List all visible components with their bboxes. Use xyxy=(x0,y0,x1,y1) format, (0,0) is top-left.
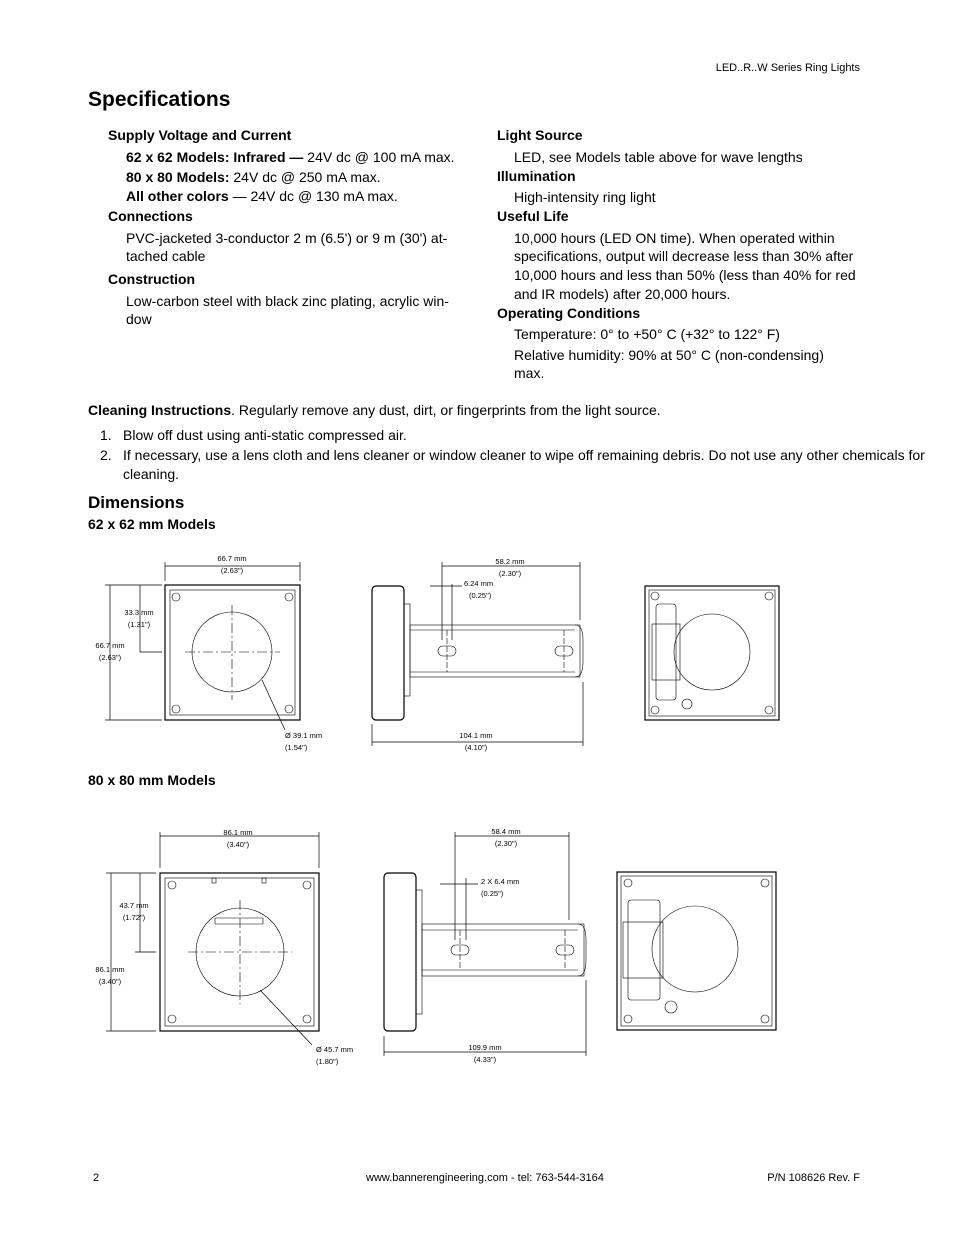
dim-62-slot-in: (0.25") xyxy=(469,591,492,600)
construction-text-1: Low-carbon steel with black zinc plating, acrylic win- xyxy=(126,293,449,309)
illumination-text: High-intensity ring light xyxy=(514,189,656,205)
side-view-62 xyxy=(372,562,583,746)
dim-80-height-in: (3.40") xyxy=(98,977,122,986)
side-view-80 xyxy=(384,832,586,1056)
operating-humidity-1: Relative humidity: 90% at 50° C (non-condensing) xyxy=(514,347,824,363)
supply-line-1-label: 62 x 62 Models: Infrared — xyxy=(126,149,304,165)
connections-text-2: tached cable xyxy=(126,248,206,264)
front-view-80 xyxy=(106,832,319,1045)
rear-view-80 xyxy=(617,872,776,1030)
operating-temperature: Temperature: 0° to +50° C (+32° to 122° F) xyxy=(514,326,780,342)
running-header: LED..R..W Series Ring Lights xyxy=(715,62,860,74)
dim-80-half-in: (1.72") xyxy=(122,913,146,922)
dim-62-slot-span-mm: 58.2 mm xyxy=(495,557,525,566)
page-number: 2 xyxy=(93,1172,100,1184)
dim-62-diam-in: (1.54") xyxy=(285,743,308,752)
dim-80-slot-in: (0.25") xyxy=(481,889,504,898)
footer-part-number: P/N 108626 Rev. F xyxy=(767,1172,860,1184)
dim-80-slot-mm: 2 X 6.4 mm xyxy=(481,877,520,886)
rear-view-62 xyxy=(645,586,779,720)
useful-life-line-2: specifications, output will decrease less than 30% after xyxy=(514,248,854,264)
drawing-62mm xyxy=(0,545,954,760)
construction-text-2: dow xyxy=(126,311,152,327)
illumination-heading: Illumination xyxy=(497,168,576,184)
models-80-heading: 80 x 80 mm Models xyxy=(88,772,216,788)
specifications-title: Specifications xyxy=(88,88,231,111)
light-source-heading: Light Source xyxy=(497,127,583,143)
dim-62-half-in: (1.31") xyxy=(127,620,151,629)
operating-heading: Operating Conditions xyxy=(497,305,641,321)
dim-80-depth-mm: 109.9 mm xyxy=(468,1043,502,1052)
dim-80-diam-mm: Ø 45.7 mm xyxy=(316,1045,354,1054)
useful-life-heading: Useful Life xyxy=(497,208,569,224)
cleaning-step-2-text-2: cleaning. xyxy=(123,466,180,482)
cleaning-step-1-text: Blow off dust using anti-static compressed air. xyxy=(123,427,407,443)
drawing-80mm xyxy=(0,820,954,1070)
supply-line-3-value: — 24V dc @ 130 mA max. xyxy=(228,188,398,204)
supply-line-2-value: 24V dc @ 250 mA max. xyxy=(229,169,381,185)
cleaning-label: Cleaning Instructions xyxy=(88,402,232,418)
dim-80-slot-span-in: (2.30") xyxy=(494,839,518,848)
dim-62-slot-span-in: (2.30") xyxy=(498,569,522,578)
dim-80-diam-in: (1.80") xyxy=(316,1057,339,1066)
dim-80-width-in: (3.40") xyxy=(226,840,250,849)
dim-80-slot-span-mm: 58.4 mm xyxy=(491,827,521,836)
dim-80-depth-in: (4.33") xyxy=(473,1055,497,1064)
cleaning-paragraph xyxy=(88,402,878,418)
supply-line-1-value: 24V dc @ 100 mA max. xyxy=(303,149,455,165)
supply-line-2 xyxy=(126,168,381,186)
supply-line-3-label: All other colors xyxy=(126,188,229,204)
useful-life-line-3: 10,000 hours and less than 50% (less than 40% for red xyxy=(514,267,856,283)
dim-80-width-mm: 86.1 mm xyxy=(223,828,253,837)
supply-heading: Supply Voltage and Current xyxy=(108,127,292,143)
dim-80-half-mm: 43.7 mm xyxy=(119,901,149,910)
supply-line-1 xyxy=(126,148,455,166)
useful-life-line-1: 10,000 hours (LED ON time). When operated within xyxy=(514,230,835,246)
construction-heading: Construction xyxy=(108,271,196,287)
cleaning-step-2-number: 2. xyxy=(100,447,112,463)
cleaning-step-1-number: 1. xyxy=(100,427,112,443)
light-source-text: LED, see Models table above for wave lengths xyxy=(514,149,803,165)
cleaning-step-2-text-1: If necessary, use a lens cloth and lens cleaner or window cleaner to wipe off remaining debris. Do not use any other chemicals for xyxy=(123,447,925,463)
dim-62-height-in: (2.63") xyxy=(98,653,122,662)
supply-line-2-label: 80 x 80 Models: xyxy=(126,169,230,185)
front-view-62 xyxy=(105,562,300,730)
cleaning-text: . Regularly remove any dust, dirt, or fingerprints from the light source. xyxy=(231,402,661,418)
dim-62-height-mm: 66.7 mm xyxy=(95,641,125,650)
operating-humidity-2: max. xyxy=(514,365,545,381)
dim-62-diam-mm: Ø 39.1 mm xyxy=(285,731,323,740)
connections-heading: Connections xyxy=(108,208,193,224)
dim-62-half-mm: 33.3 mm xyxy=(124,608,154,617)
dim-62-width-in: (2.63") xyxy=(220,566,244,575)
dim-80-height-mm: 86.1 mm xyxy=(95,965,125,974)
models-62-heading: 62 x 62 mm Models xyxy=(88,516,216,532)
dim-62-width-mm: 66.7 mm xyxy=(217,554,247,563)
supply-line-3 xyxy=(126,187,398,205)
useful-life-line-4: and IR models) after 20,000 hours. xyxy=(514,286,731,302)
footer-contact: www.bannerengineering.com - tel: 763-544-3164 xyxy=(366,1172,604,1184)
connections-text-1: PVC-jacketed 3-conductor 2 m (6.5') or 9 m (30') at- xyxy=(126,230,448,246)
dimensions-title: Dimensions xyxy=(88,493,185,512)
dim-62-slot-mm: 6.24 mm xyxy=(464,579,494,588)
dim-62-depth-in: (4.10") xyxy=(464,743,488,752)
dim-62-depth-mm: 104.1 mm xyxy=(459,731,493,740)
